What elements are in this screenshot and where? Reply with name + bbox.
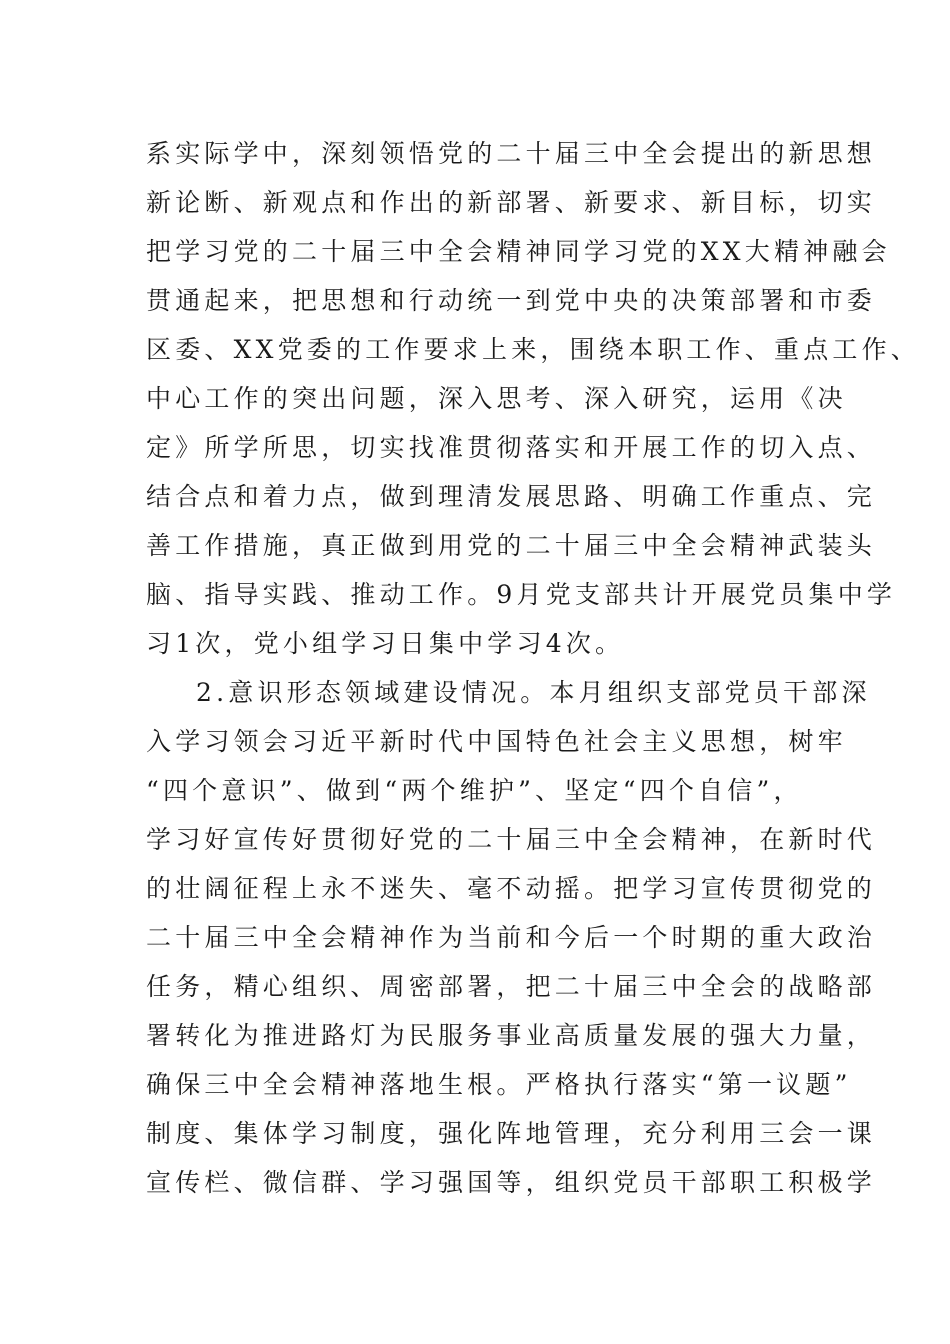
text-line: 二十届三中全会精神作为当前和今后一个时期的重大政治 [146,923,877,952]
text-line: 确保三中全会精神落地生根。严格执行落实“第一议题” [146,1070,852,1099]
text-line: 贯通起来，把思想和行动统一到党中央的决策部署和市委 [146,286,877,315]
text-line: 的壮阔征程上永不迷失、毫不动摇。把学习宣传贯彻党的 [146,874,877,903]
paragraph-start-line: 2.意识形态领域建设情况。本月组织支部党员干部深 [196,678,871,707]
text-line: 新论断、新观点和作出的新部署、新要求、新目标，切实 [146,188,877,217]
text-line: 结合点和着力点，做到理清发展思路、明确工作重点、完 [146,482,877,511]
text-line: 把学习党的二十届三中全会精神同学习党的XX大精神融会 [146,237,891,266]
text-line: 习1次，党小组学习日集中学习4次。 [146,629,625,658]
text-line: 学习好宣传好贯彻好党的二十届三中全会精神，在新时代 [146,825,877,854]
text-line: 脑、指导实践、推动工作。9月党支部共计开展党员集中学 [146,580,897,609]
text-line: 任务，精心组织、周密部署，把二十届三中全会的战略部 [146,972,877,1001]
text-line: 制度、集体学习制度，强化阵地管理，充分利用三会一课 [146,1119,877,1148]
text-line: 入学习领会习近平新时代中国特色社会主义思想，树牢 [146,727,847,756]
text-line: 署转化为推进路灯为民服务事业高质量发展的强大力量， [146,1021,877,1050]
document-body [146,129,920,1207]
text-line: 区委、XX党委的工作要求上来，围绕本职工作、重点工作、 [146,335,920,364]
text-line: 定》所学所思，切实找准贯彻落实和开展工作的切入点、 [146,433,877,462]
text-line: 善工作措施，真正做到用党的二十届三中全会精神武装头 [146,531,877,560]
text-line: “四个意识”、做到“两个维护”、坚定“四个自信”， [146,776,803,805]
text-line: 中心工作的突出问题，深入思考、深入研究，运用《决 [146,384,847,413]
text-line: 宣传栏、微信群、学习强国等，组织党员干部职工积极学 [146,1168,877,1197]
text-line: 系实际学中，深刻领悟党的二十届三中全会提出的新思想 [146,139,877,168]
